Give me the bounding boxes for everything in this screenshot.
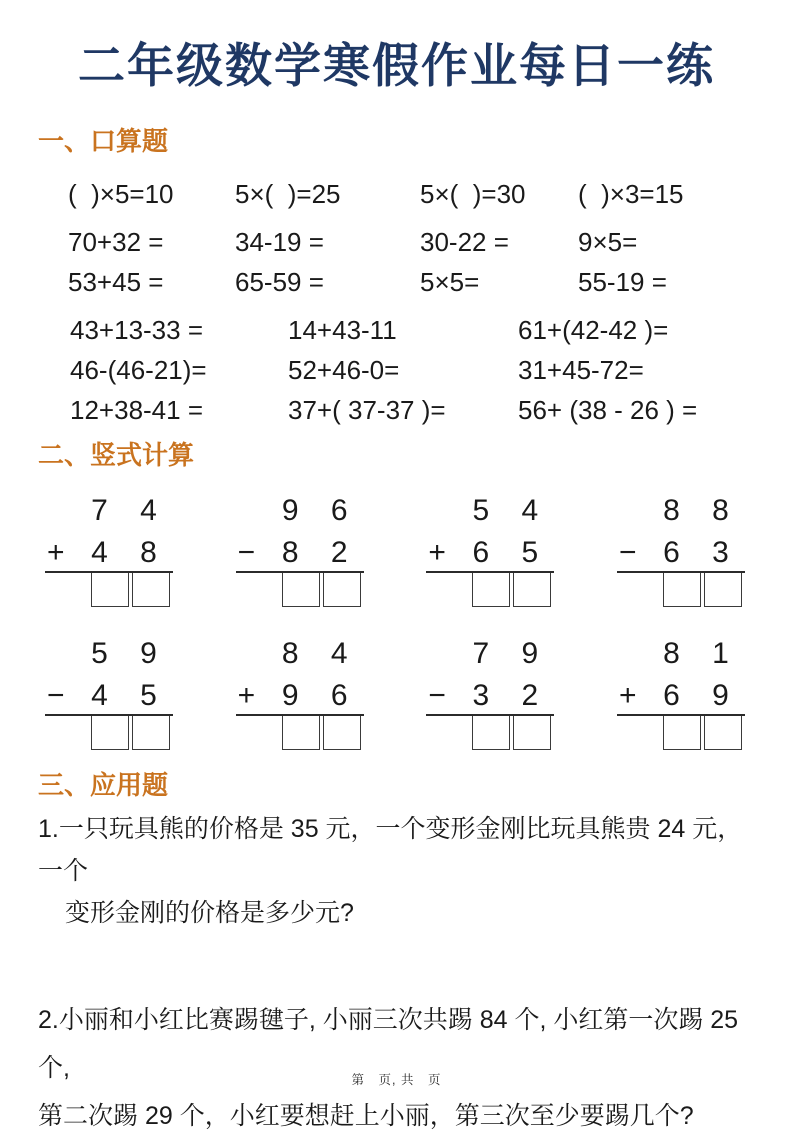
- vp-top-digit: 7: [91, 494, 108, 527]
- vp-top-digit: 4: [521, 494, 539, 527]
- oral-problem: 14+43-11: [288, 315, 397, 345]
- oral-problem: 43+13-33 =: [70, 315, 204, 345]
- vp-bottom-digit: 6: [663, 536, 680, 569]
- vp-operator: −: [237, 536, 256, 569]
- oral-problem: 30-22 =: [420, 227, 509, 257]
- vp-answer-boxes: [663, 573, 745, 607]
- vertical-problem: [617, 494, 745, 607]
- oral-problem: 9×5=: [578, 227, 638, 257]
- answer-box: [132, 573, 170, 607]
- oral-problem: 5×( )=25: [235, 179, 341, 209]
- word-problem-2: [38, 996, 763, 1140]
- vp-bottom-digit: 2: [521, 679, 539, 712]
- answer-box: [472, 716, 510, 750]
- oral-problem: 53+45 =: [68, 267, 164, 297]
- vp-operator: +: [618, 679, 637, 712]
- answer-box: [472, 573, 510, 607]
- vp-bottom-digit: 6: [663, 679, 680, 712]
- vp-operator: +: [428, 536, 446, 569]
- vp-top-digit: 1: [712, 637, 729, 670]
- vp-top-digit: 8: [712, 494, 729, 527]
- vp-operator-slot: [426, 494, 456, 528]
- answer-box: [282, 573, 320, 607]
- vp-operator: −: [618, 536, 637, 569]
- oral-problem: 55-19 =: [578, 267, 667, 297]
- answer-box: [323, 716, 361, 750]
- vertical-problem: [617, 637, 745, 750]
- oral-problems: [0, 174, 793, 430]
- vp-operator: +: [47, 536, 65, 569]
- oral-problem: 37+( 37-37 )=: [288, 395, 446, 425]
- oral-problem: 34-19 =: [235, 227, 324, 257]
- vp-bottom-digit: 6: [330, 679, 348, 712]
- oral-problem: ( )×5=10: [68, 179, 174, 209]
- vp-top-digit: 4: [140, 494, 157, 527]
- answer-box: [663, 716, 701, 750]
- vertical-problem: [45, 637, 173, 750]
- vp-answer-boxes: [663, 716, 745, 750]
- vp-bottom-digit: 5: [521, 536, 539, 569]
- oral-row: [68, 174, 793, 214]
- vp-operator: −: [428, 679, 446, 712]
- vp-bottom-digit: 4: [91, 536, 108, 569]
- answer-box: [323, 573, 361, 607]
- word-problem-line: 1.一只玩具熊的价格是 35 元，一个变形金刚比玩具熊贵 24 元，一个: [38, 815, 743, 885]
- word-problem-line: 第二次踢 29 个，小红要想赶上小丽，第三次至少要踢几个?: [38, 1102, 694, 1130]
- vp-operator: −: [47, 679, 65, 712]
- page-footer: 第 页, 共 页: [351, 1073, 442, 1087]
- oral-problem: 5×( )=30: [420, 179, 526, 209]
- vp-top-digit: 8: [663, 494, 680, 527]
- vp-top-digit: 9: [281, 494, 299, 527]
- oral-problem: 52+46-0=: [288, 355, 400, 385]
- vp-bottom-digit: 2: [330, 536, 348, 569]
- word-problem-1: [38, 808, 763, 934]
- vp-operator: +: [237, 679, 256, 712]
- vertical-problem: [236, 637, 364, 750]
- oral-problem: 5×5=: [420, 267, 480, 297]
- answer-box: [513, 573, 551, 607]
- oral-row: [70, 310, 793, 350]
- oral-problem: 31+45-72=: [518, 355, 644, 385]
- vp-operator-slot: [45, 637, 75, 671]
- vp-operator-slot: [617, 637, 647, 671]
- vp-top-digit: 8: [281, 637, 299, 670]
- vp-top-digit: 5: [91, 637, 108, 670]
- answer-box: [91, 716, 129, 750]
- vertical-problem: [236, 494, 364, 607]
- oral-problem: 65-59 =: [235, 267, 324, 297]
- vp-answer-boxes: [472, 716, 554, 750]
- answer-box: [132, 716, 170, 750]
- word-problems: [0, 808, 793, 1140]
- vp-operator-slot: [45, 494, 75, 528]
- vp-bottom-digit: 8: [281, 536, 299, 569]
- vp-bottom-digit: 3: [472, 679, 490, 712]
- vp-operator-slot: [426, 637, 456, 671]
- vp-top-digit: 9: [140, 637, 157, 670]
- oral-row: [70, 350, 793, 390]
- oral-row: [68, 262, 793, 302]
- word-problem-line: 2.小丽和小红比赛踢毽子, 小丽三次共踢 84 个, 小红第一次踢 25 个,: [38, 1006, 746, 1082]
- answer-box: [513, 716, 551, 750]
- vp-top-digit: 6: [330, 494, 348, 527]
- vertical-problem: [426, 494, 554, 607]
- oral-problem: 61+(42-42 )=: [518, 315, 669, 345]
- oral-problem: 56+ (38 - 26 ) =: [518, 395, 698, 425]
- vertical-problems-row-2: [45, 637, 745, 750]
- oral-row: [70, 390, 793, 430]
- vp-bottom-digit: 8: [140, 536, 157, 569]
- vp-bottom-digit: 9: [281, 679, 299, 712]
- page-title: 二年级数学寒假作业每日一练: [78, 39, 715, 92]
- oral-problem: 70+32 =: [68, 227, 164, 257]
- vertical-problem: [45, 494, 173, 607]
- vp-bottom-digit: 4: [91, 679, 108, 712]
- section-heading-word: 三、应用题: [38, 770, 169, 800]
- vp-top-digit: 7: [472, 637, 490, 670]
- vp-bottom-digit: 3: [712, 536, 729, 569]
- oral-problem: 46-(46-21)=: [70, 355, 207, 385]
- vp-operator-slot: [236, 637, 266, 671]
- vp-answer-boxes: [472, 573, 554, 607]
- vp-bottom-digit: 6: [472, 536, 490, 569]
- answer-box: [704, 716, 742, 750]
- vp-bottom-digit: 9: [712, 679, 729, 712]
- vp-operator-slot: [617, 494, 647, 528]
- vp-answer-boxes: [282, 716, 364, 750]
- vertical-problems-row-1: [45, 494, 745, 607]
- vp-top-digit: 5: [472, 494, 490, 527]
- section-heading-oral: 一、口算题: [38, 126, 169, 156]
- oral-problem: ( )×3=15: [578, 179, 684, 209]
- answer-box: [282, 716, 320, 750]
- vp-operator-slot: [236, 494, 266, 528]
- answer-box: [704, 573, 742, 607]
- vp-top-digit: 8: [663, 637, 680, 670]
- vp-bottom-digit: 5: [140, 679, 157, 712]
- vp-answer-boxes: [282, 573, 364, 607]
- vp-top-digit: 4: [330, 637, 348, 670]
- answer-box: [663, 573, 701, 607]
- vp-answer-boxes: [91, 573, 173, 607]
- vp-top-digit: 9: [521, 637, 539, 670]
- answer-box: [91, 573, 129, 607]
- vp-answer-boxes: [91, 716, 173, 750]
- vertical-problem: [426, 637, 554, 750]
- oral-row: [68, 222, 793, 262]
- section-heading-vertical: 二、竖式计算: [38, 440, 195, 470]
- word-problem-line: 变形金刚的价格是多少元?: [65, 899, 354, 927]
- oral-problem: 12+38-41 =: [70, 395, 204, 425]
